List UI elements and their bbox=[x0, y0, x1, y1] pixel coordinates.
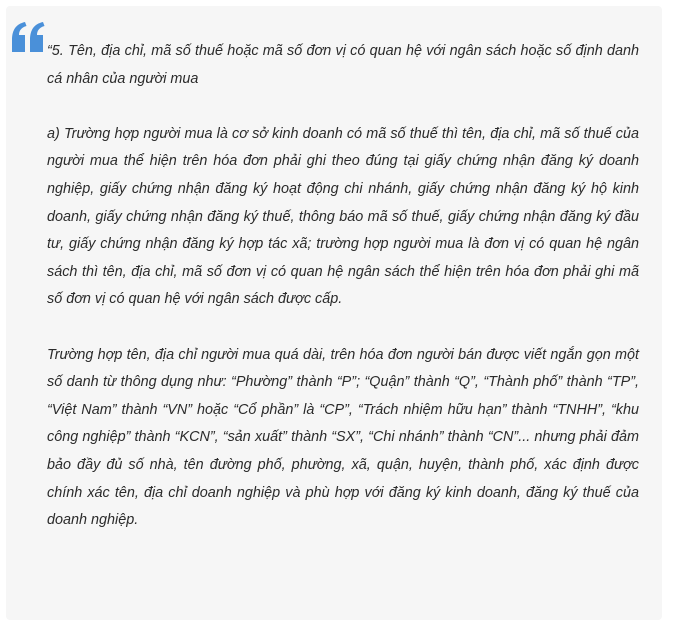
quote-body bbox=[47, 38, 639, 535]
quote-paragraph-a: a) Trường hợp người mua là cơ sở kinh doanh có mã số thuế thì tên, địa chỉ, mã số thuế của người mua thể hiện trên hóa đơn phải ghi theo đúng tại giấy chứng nhận đăng ký doanh nghiệp, giấy chứng nhận đăng ký hoạt động chi nhánh, giấy chứng nhận đăng ký hộ kinh doanh, giấy chứng nhận đăng ký thuế, thông báo mã số thuế, giấy chứng nhận đăng ký đầu tư, giấy chứng nhận đăng ký hợp tác xã; trường hợp người mua là đơn vị có quan hệ ngân sách thì tên, địa chỉ, mã số đơn vị có quan hệ ngân sách thể hiện trên hóa đơn phải ghi mã số đơn vị có quan hệ với ngân sách được cấp. bbox=[47, 125, 639, 308]
blockquote bbox=[6, 6, 662, 620]
quote-paragraph-heading: “5. Tên, địa chỉ, mã số thuế hoặc mã số đơn vị có quan hệ với ngân sách hoặc số định danh cá nhân của người mua bbox=[47, 43, 639, 87]
quote-paragraph-abbreviations: Trường hợp tên, địa chỉ người mua quá dài, trên hóa đơn người bán được viết ngắn gọn một số danh từ thông dụng như: “Phường” thành “P”; “Quận” thành “Q”, “Thành phố” thành “TP”, “Việt Nam” thành “VN” hoặc “Cổ phần” là “CP”, “Trách nhiệm hữu hạn” thành “TNHH”, “khu công nghiệp” thành “KCN”, “sản xuất” thành “SX”, “Chi nhánh” thành “CN”... nhưng phải đảm bảo đầy đủ số nhà, tên đường phố, phường, xã, quận, huyện, thành phố, xác định được chính xác tên, địa chỉ doanh nghiệp và phù hợp với đăng ký kinh doanh, đăng ký thuế của doanh nghiệp. bbox=[47, 346, 639, 529]
quote-open-icon bbox=[10, 20, 46, 54]
